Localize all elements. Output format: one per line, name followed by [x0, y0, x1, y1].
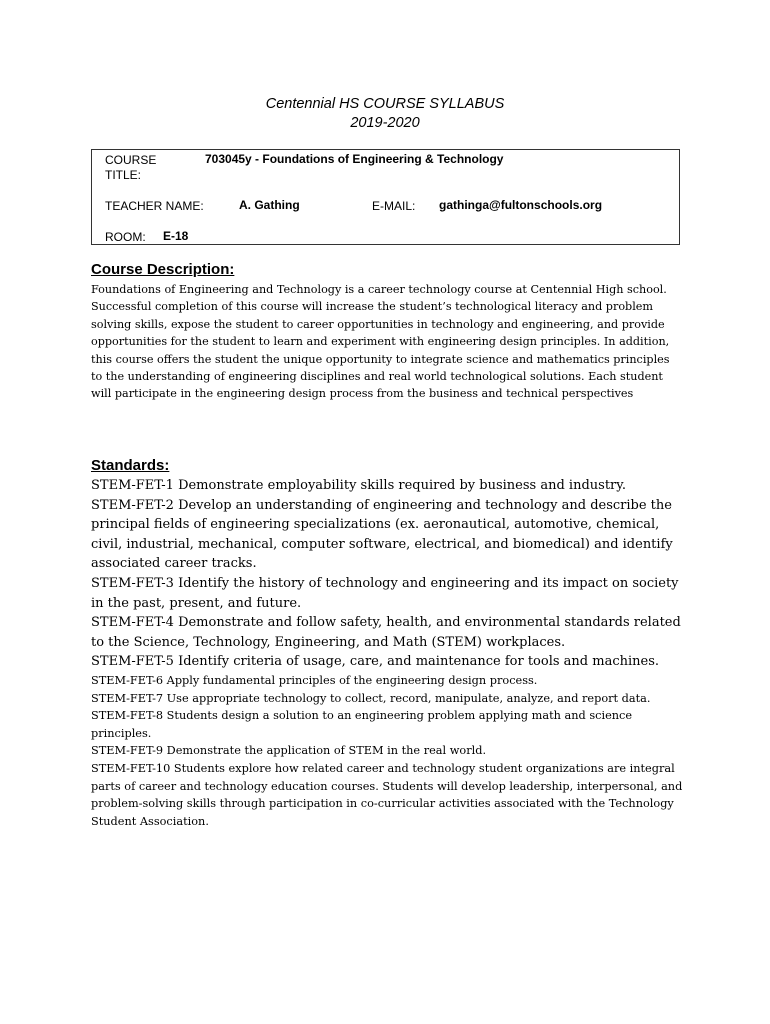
standard-item: STEM-FET-3 Identify the history of technology and engineering and its impact on society in the past, present, and future.	[91, 575, 679, 611]
standard-item: STEM-FET-5 Identify criteria of usage, care, and maintenance for tools and machines.	[91, 654, 660, 670]
standard-item: STEM-FET-8 Students design a solution to an engineering problem applying math and science principles.	[91, 709, 633, 740]
standards-list	[91, 476, 686, 830]
room-value: E-18	[163, 229, 189, 243]
course-title-label-2: TITLE:	[105, 168, 142, 182]
document-title: Centennial HS COURSE SYLLABUS	[265, 96, 505, 112]
course-description-heading: Course Description:	[91, 261, 235, 278]
school-year: 2019-2020	[350, 115, 420, 131]
standard-item: STEM-FET-6 Apply fundamental principles of the engineering design process.	[91, 673, 538, 687]
standard-item: STEM-FET-10 Students explore how related career and technology student organizations are integral parts of career and technology education courses. Students will develop leadership, interpersonal, and problem-solving skills through participation in co-curricular activities associated with the Technology Student Association.	[91, 761, 683, 828]
email-value: gathinga@fultonschools.org	[439, 198, 603, 212]
course-info-box	[91, 149, 680, 245]
standard-item: STEM-FET-7 Use appropriate technology to collect, record, manipulate, analyze, and report data.	[91, 691, 651, 705]
standards-heading: Standards:	[91, 457, 170, 474]
standard-item: STEM-FET-1 Demonstrate employability skills required by business and industry.	[91, 478, 627, 493]
standard-item: STEM-FET-2 Develop an understanding of engineering and technology and describe the principal fields of engineering specializations (ex. aeronautical, automotive, chemical, civil, industrial, mechanical, computer software, electrical, and biomedical) and identify associated career tracks.	[91, 497, 673, 572]
teacher-name-label: TEACHER NAME:	[105, 199, 204, 213]
course-title-label: COURSE	[105, 153, 157, 167]
teacher-name-value: A. Gathing	[239, 198, 300, 212]
standard-item: STEM-FET-4 Demonstrate and follow safety, health, and environmental standards related to the Science, Technology, Engineering, and Math (STEM) workplaces.	[91, 615, 681, 650]
standard-item: STEM-FET-9 Demonstrate the application of STEM in the real world.	[91, 744, 487, 758]
course-description-text: Foundations of Engineering and Technology is a career technology course at Centennial High school. Successful completion of this course will increase the student’s technological literacy and problem solving skills, expose the student to career opportunities in technology and engineering, and provide opportunities for the student to learn and experiment with engineering design principles. In addition, this course offers the student the unique opportunity to integrate science and mathematics principles to the understanding of engineering disciplines and real world technological solutions. Each student will participate in the engineering design process from the business and technical perspectives	[91, 283, 670, 401]
course-title-value: 703045y - Foundations of Engineering & Technology	[205, 152, 504, 166]
room-label: ROOM:	[105, 230, 146, 244]
email-label: E-MAIL:	[372, 199, 416, 213]
